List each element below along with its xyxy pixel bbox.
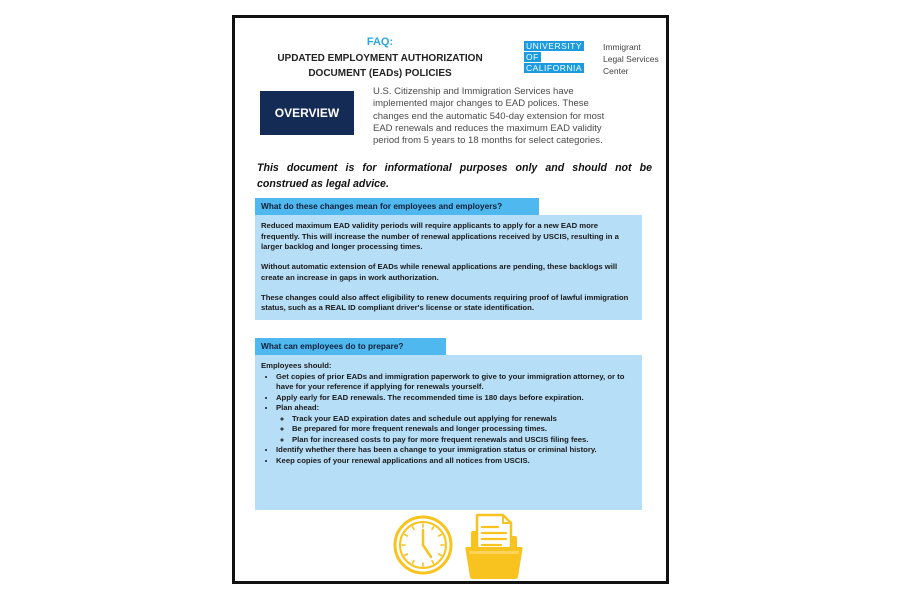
overview-line: U.S. Citizenship and Immigration Services have <box>373 86 574 97</box>
document-title <box>255 51 505 81</box>
ilsc-line-2: Legal Services <box>603 54 659 64</box>
ilsc-line-1: Immigrant <box>603 42 641 52</box>
ilsc-line-3: Center <box>603 66 629 76</box>
overview-text <box>373 86 663 147</box>
plan-ahead-sublist <box>276 414 634 446</box>
overview-line: EAD renewals and reduces the maximum EAD validity <box>373 122 602 134</box>
faq-document-page <box>232 15 669 584</box>
prepare-list-item: • Identify whether there has been a change to your immigration status or criminal history. <box>276 445 634 456</box>
section-body-changes <box>255 215 642 320</box>
document-folder-icon <box>463 511 525 581</box>
legal-disclaimer: This document is for informational purposes only and should not be construed as legal advice. <box>257 162 652 190</box>
section-body-prepare <box>255 355 642 510</box>
prepare-list-item <box>276 403 634 445</box>
plan-ahead-subitem: ◦ Track your EAD expiration dates and schedule out applying for renewals <box>292 414 634 425</box>
section1-paragraph: These changes could also affect eligibility to renew documents requiring proof of lawful immigration status, such as a REAL ID compliant driver's license or state identification. <box>261 292 629 312</box>
plan-ahead-subitem: ◦ Be prepared for more frequent renewals and longer processing times. <box>292 424 634 435</box>
plan-ahead-label: Plan ahead: <box>276 403 320 412</box>
section-heading-changes: What do these changes mean for employees and employers? <box>255 198 539 215</box>
prepare-list-item: • Keep copies of your renewal applications and all notices from USCIS. <box>276 456 634 467</box>
overview-line: changes end the automatic 540-day extension for most <box>373 110 605 122</box>
overview-line: period from 5 years to 18 months for select categories. <box>373 135 603 147</box>
faq-label: FAQ: <box>366 36 394 48</box>
document-title-line-2: DOCUMENT (EADs) POLICIES <box>308 68 452 79</box>
university-of-california-logo <box>524 41 584 73</box>
uc-logo-line-1: UNIVERSITY <box>526 41 583 51</box>
clock-icon <box>393 515 453 575</box>
section-heading-prepare: What can employees do to prepare? <box>255 338 446 355</box>
section1-paragraph: Reduced maximum EAD validity periods will require applicants to apply for a new EAD more frequently. This will increase the number of renewal applications received by USCIS, resulting in a larger backlog and longer processing times. <box>261 221 619 251</box>
prepare-list-item: • Get copies of prior EADs and immigration paperwork to give to your immigration attorney, or to have for your reference if applying for renewals yourself. <box>276 372 634 393</box>
section2-intro: Employees should: <box>261 361 332 370</box>
overview-line: implemented major changes to EAD polices. These <box>373 98 589 110</box>
prepare-list-item: • Apply early for EAD renewals. The recommended time is 180 days before expiration. <box>276 393 634 404</box>
section1-paragraph: Without automatic extension of EADs while renewal applications are pending, these backlogs will create an increase in gaps in work authorization. <box>261 262 618 282</box>
prepare-list <box>261 372 634 467</box>
overview-label-box: OVERVIEW <box>260 91 354 135</box>
immigrant-legal-services-center-logo <box>603 41 659 77</box>
plan-ahead-subitem: ◦ Plan for increased costs to pay for more frequent renewals and USCIS filing fees. <box>292 435 634 446</box>
uc-logo-line-2: OF <box>526 52 539 62</box>
document-title-line-1: UPDATED EMPLOYMENT AUTHORIZATION <box>277 53 483 64</box>
uc-logo-line-3: CALIFORNIA <box>526 63 583 73</box>
